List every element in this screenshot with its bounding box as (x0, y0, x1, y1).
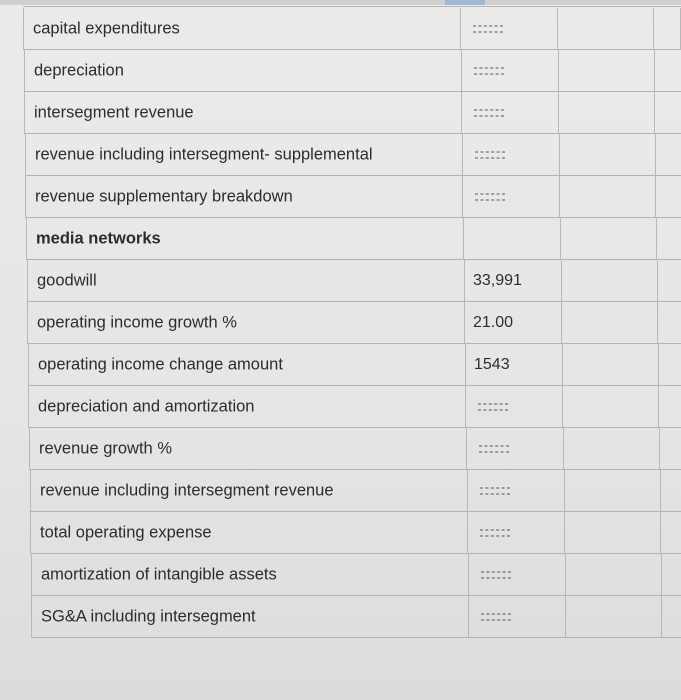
row-label-cell[interactable] (25, 134, 462, 175)
row-label-cell[interactable] (26, 218, 463, 259)
empty-cell[interactable] (565, 596, 661, 637)
empty-cell[interactable] (659, 428, 681, 469)
row-value-cell[interactable] (467, 512, 564, 553)
empty-cell[interactable] (562, 344, 658, 385)
row-value: 1543 (474, 355, 510, 373)
empty-value-dash (479, 445, 509, 452)
top-edge-strip (0, 0, 681, 5)
row-label-cell[interactable] (30, 512, 467, 553)
table-row[interactable] (28, 386, 681, 428)
empty-value-dash (480, 529, 510, 536)
empty-cell[interactable] (661, 554, 681, 595)
row-value-cell[interactable] (466, 428, 563, 469)
row-value: 33,991 (473, 271, 522, 289)
empty-cell[interactable] (654, 50, 681, 91)
empty-cell[interactable] (558, 92, 654, 133)
row-label-cell[interactable] (28, 344, 465, 385)
empty-cell[interactable] (565, 554, 661, 595)
row-value-cell[interactable] (468, 596, 565, 637)
empty-cell[interactable] (655, 134, 681, 175)
table-row[interactable] (26, 218, 681, 260)
row-value-cell[interactable] (460, 8, 557, 49)
row-label: capital expenditures (33, 19, 180, 37)
empty-cell[interactable] (560, 218, 656, 259)
empty-cell[interactable] (661, 596, 681, 637)
row-label-cell[interactable] (25, 176, 462, 217)
empty-cell[interactable] (660, 470, 681, 511)
empty-cell[interactable] (562, 386, 658, 427)
row-label: goodwill (37, 271, 97, 289)
empty-cell[interactable] (559, 176, 655, 217)
row-value-cell[interactable] (462, 176, 559, 217)
row-label: depreciation and amortization (38, 397, 255, 415)
table-row[interactable] (28, 344, 681, 386)
table-row[interactable] (30, 470, 681, 512)
empty-value-dash (474, 109, 504, 116)
section-heading: media networks (36, 229, 161, 247)
table-row[interactable] (27, 260, 681, 302)
empty-cell[interactable] (564, 470, 660, 511)
row-label-cell[interactable] (27, 260, 464, 301)
empty-cell[interactable] (564, 512, 660, 553)
empty-cell[interactable] (563, 428, 659, 469)
table-row[interactable] (25, 176, 681, 218)
empty-value-dash (481, 571, 511, 578)
empty-cell[interactable] (655, 176, 681, 217)
empty-cell[interactable] (657, 302, 681, 343)
row-value-cell[interactable] (463, 218, 560, 259)
table-row[interactable] (31, 554, 681, 596)
empty-cell[interactable] (660, 512, 681, 553)
row-label-cell[interactable] (24, 92, 461, 133)
empty-cell[interactable] (657, 260, 681, 301)
table-row[interactable] (29, 428, 681, 470)
row-label-cell[interactable] (31, 554, 468, 595)
selected-column-tab (445, 0, 485, 5)
row-label: depreciation (34, 61, 124, 79)
empty-cell[interactable] (653, 8, 681, 49)
empty-value-dash (480, 487, 510, 494)
row-value-cell[interactable] (465, 386, 562, 427)
row-label: revenue including intersegment- supplemental (35, 145, 373, 163)
empty-value-dash (473, 25, 503, 32)
row-label-cell[interactable] (27, 302, 464, 343)
data-table (23, 6, 681, 650)
empty-cell[interactable] (557, 8, 653, 49)
empty-value-dash (478, 403, 508, 410)
row-label-cell[interactable] (28, 386, 465, 427)
row-value-cell[interactable] (461, 92, 558, 133)
empty-value-dash (474, 67, 504, 74)
row-label: revenue growth % (39, 439, 172, 457)
row-label: revenue supplementary breakdown (35, 187, 293, 205)
empty-cell[interactable] (559, 134, 655, 175)
empty-value-dash (475, 193, 505, 200)
row-label-cell[interactable] (29, 428, 466, 469)
empty-value-dash (481, 613, 511, 620)
table-row[interactable] (25, 134, 681, 176)
row-value-cell[interactable] (461, 50, 558, 91)
empty-cell[interactable] (561, 260, 657, 301)
row-value-cell[interactable] (462, 134, 559, 175)
table-row[interactable] (23, 8, 681, 50)
row-label: operating income growth % (37, 313, 237, 331)
row-value-cell[interactable] (468, 554, 565, 595)
table-row[interactable] (27, 302, 681, 344)
row-label: total operating expense (40, 523, 212, 541)
row-value-cell[interactable] (467, 470, 564, 511)
row-label: intersegment revenue (34, 103, 194, 121)
empty-cell[interactable] (654, 92, 681, 133)
row-label-cell[interactable] (31, 596, 468, 637)
row-label-cell[interactable] (23, 8, 460, 49)
row-label: SG&A including intersegment (41, 607, 256, 625)
row-label-cell[interactable] (30, 470, 467, 511)
empty-cell[interactable] (658, 386, 681, 427)
row-value: 21.00 (473, 313, 514, 331)
empty-cell[interactable] (656, 218, 681, 259)
row-value-cell[interactable] (465, 344, 562, 385)
empty-cell[interactable] (561, 302, 657, 343)
empty-cell[interactable] (558, 50, 654, 91)
table-row[interactable] (30, 512, 681, 554)
row-value-cell[interactable] (464, 260, 561, 301)
row-label-cell[interactable] (24, 50, 461, 91)
empty-cell[interactable] (658, 344, 681, 385)
row-value-cell[interactable] (464, 302, 561, 343)
row-label: revenue including intersegment revenue (40, 481, 334, 499)
row-label: operating income change amount (38, 355, 283, 373)
empty-value-dash (475, 151, 505, 158)
table-row[interactable] (24, 50, 681, 92)
row-label: amortization of intangible assets (41, 565, 277, 583)
table-row[interactable] (31, 596, 681, 638)
table-row[interactable] (24, 92, 681, 134)
